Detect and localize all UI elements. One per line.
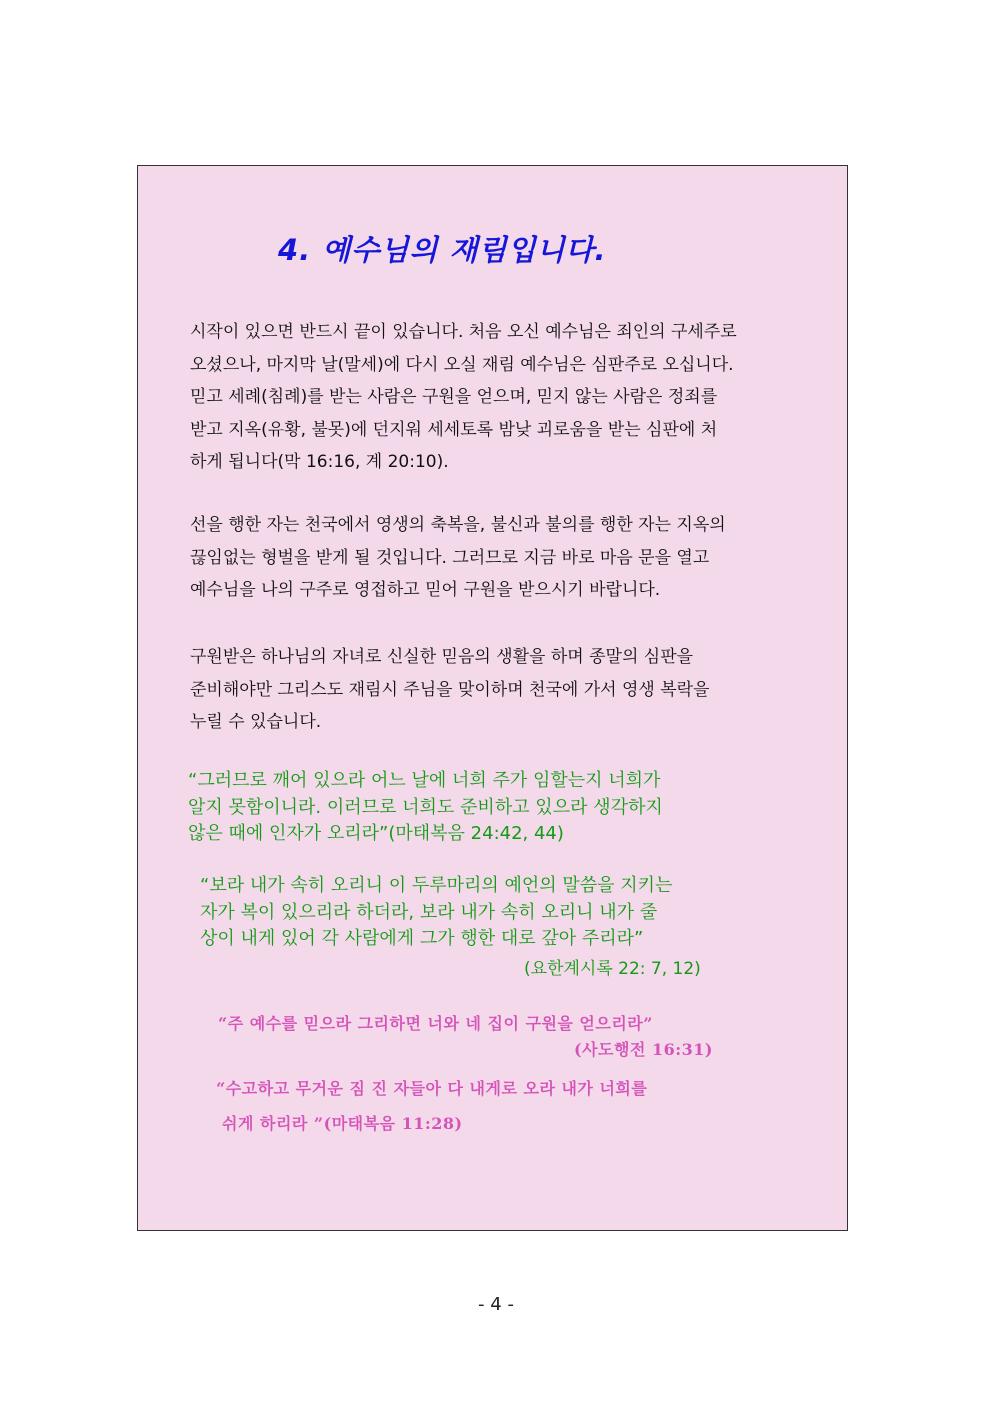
pink-quote-reference: (사도행전 16:31)	[574, 1040, 713, 1059]
quote-line: 않은 때에 인자가 오리라”(마태복음 24:42, 44)	[188, 823, 564, 844]
quote-line: “그러므로 깨어 있으라 어느 날에 너희 주가 임할는지 너희가	[188, 770, 661, 791]
paragraph-line: 받고 지옥(유황, 불못)에 던지워 세세토록 밤낮 괴로움을 받는 심판에 처	[190, 419, 718, 440]
quote-line: 알지 못함이니라. 이러므로 너희도 준비하고 있으라 생각하지	[188, 796, 663, 818]
paragraph-line: 시작이 있으면 반드시 끝이 있습니다. 처음 오신 예수님은 죄인의 구세주로	[190, 322, 737, 342]
paragraph-1	[190, 316, 737, 479]
page-title: 4. 예수님의 재림입니다.	[278, 233, 607, 267]
paragraph-line: 선을 행한 자는 천국에서 영생의 축복을, 불신과 불의를 행한 자는 지옥의	[190, 515, 726, 535]
paragraph-line: 하게 됩니다(막 16:16, 계 20:10).	[190, 452, 449, 472]
quote-line: 상이 내게 있어 각 사람에게 그가 행한 대로 갚아 주리라”	[200, 928, 644, 949]
quote-line: 자가 복이 있으리라 하더라, 보라 내가 속히 오리니 내가 줄	[200, 901, 658, 923]
paragraph-2	[190, 509, 726, 607]
quote-line: “보라 내가 속히 오리니 이 두루마리의 예언의 말씀을 지키는	[200, 875, 673, 896]
paragraph-3	[190, 641, 709, 739]
paragraph-line: 예수님을 나의 구주로 영접하고 믿어 구원을 받으시기 바랍니다.	[190, 580, 661, 600]
pink-quote-matthew-line1: “수고하고 무거운 짐 진 자들아 다 내게로 오라 내가 너희를	[216, 1079, 648, 1098]
pink-quote-matthew-line2: 쉬게 하리라 ”(마태복음 11:28)	[222, 1114, 463, 1133]
paragraph-line: 끊임없는 형벌을 받게 될 것입니다. 그러므로 지금 바로 마음 문을 열고	[190, 547, 710, 568]
scripture-reference: (요한계시록 22: 7, 12)	[524, 959, 701, 979]
paragraph-line: 누릴 수 있습니다.	[190, 712, 322, 732]
paragraph-line: 준비해야만 그리스도 재림시 주님을 맞이하며 천국에 가서 영생 복락을	[190, 679, 710, 700]
paragraph-line: 믿고 세례(침례)를 받는 사람은 구원을 얻으며, 믿지 않는 사람은 정죄를	[190, 387, 718, 407]
content-panel	[137, 165, 848, 1231]
paragraph-line: 구원받은 하나님의 자녀로 신실한 믿음의 생활을 하며 종말의 심판을	[190, 647, 694, 667]
page-number: - 4 -	[478, 1294, 514, 1315]
paragraph-line: 오셨으나, 마지막 날(말세)에 다시 오실 재림 예수님은 심판주로 오십니다.	[190, 354, 734, 375]
pink-quote-acts: “주 예수를 믿으라 그리하면 너와 네 집이 구원을 얻으리라”	[218, 1014, 653, 1033]
scripture-quote-matthew-24	[188, 768, 663, 848]
scripture-quote-revelation-22	[200, 873, 672, 953]
